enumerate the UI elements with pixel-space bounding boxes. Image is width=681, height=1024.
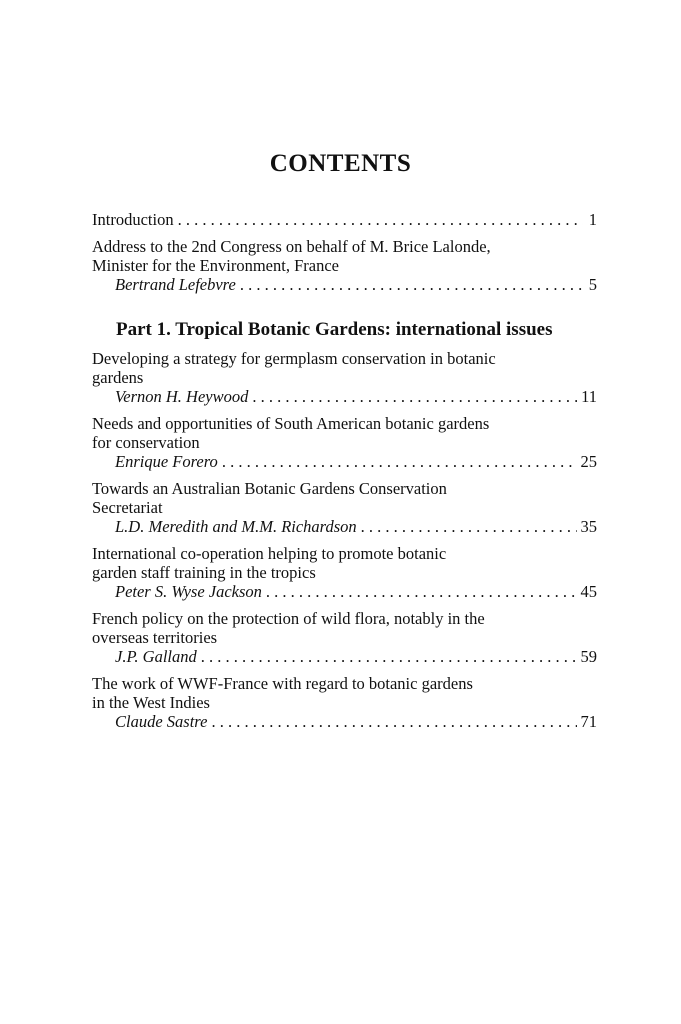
toc-entry-title-line: International co-operation helping to promote botanic <box>92 544 447 563</box>
toc-leader-line <box>92 452 597 471</box>
toc-entry-introduction <box>92 210 597 229</box>
dot-leader <box>211 712 576 731</box>
toc-leader-line <box>92 712 597 731</box>
dot-leader <box>178 210 583 229</box>
page-title: CONTENTS <box>269 150 412 177</box>
toc-leader-line <box>92 387 597 406</box>
toc-page-number: 35 <box>580 517 597 536</box>
toc-page-number: 59 <box>580 647 597 666</box>
toc-entry-title-line: garden staff training in the tropics <box>92 563 316 582</box>
toc-entry-title-line: for conservation <box>92 433 200 452</box>
toc-entry-author: Peter S. Wyse Jackson <box>115 582 262 601</box>
toc-entry-title-line: Secretariat <box>92 498 163 517</box>
toc-entry-title-line: Developing a strategy for germplasm conservation in botanic <box>92 349 496 368</box>
toc-leader-line <box>92 517 597 536</box>
toc-page-number: 11 <box>581 387 597 406</box>
dot-leader <box>252 387 577 406</box>
toc-entry-title: Introduction <box>92 210 174 229</box>
dot-leader <box>266 582 577 601</box>
toc-entry <box>92 674 597 731</box>
toc-entry-author: Vernon H. Heywood <box>115 387 249 406</box>
table-of-contents <box>92 210 597 739</box>
dot-leader <box>361 517 577 536</box>
toc-entry <box>92 544 597 601</box>
dot-leader <box>222 452 577 471</box>
toc-page-number: 71 <box>580 712 597 731</box>
toc-leader-line <box>92 647 597 666</box>
toc-entry-address <box>92 237 597 294</box>
toc-page-number: 5 <box>588 275 597 294</box>
toc-leader-line <box>92 582 597 601</box>
toc-entry-title-line: Needs and opportunities of South American botanic gardens <box>92 414 490 433</box>
toc-page-number: 25 <box>580 452 597 471</box>
toc-entry <box>92 414 597 471</box>
toc-entry-title-line: in the West Indies <box>92 693 210 712</box>
toc-leader-line <box>92 275 597 294</box>
toc-entry-title-line: Towards an Australian Botanic Gardens Conservation <box>92 479 447 498</box>
toc-entry-title-line: Address to the 2nd Congress on behalf of M. Brice Lalonde, <box>92 237 491 256</box>
toc-leader-line <box>92 210 597 229</box>
toc-page-number: 45 <box>580 582 597 601</box>
toc-entry-title-line: gardens <box>92 368 144 387</box>
toc-entry-author: L.D. Meredith and M.M. Richardson <box>115 517 357 536</box>
toc-entry <box>92 479 597 536</box>
toc-entry <box>92 609 597 666</box>
part-heading: Part 1. Tropical Botanic Gardens: international issues <box>116 319 553 340</box>
toc-entry-author: J.P. Galland <box>115 647 197 666</box>
dot-leader <box>240 275 583 294</box>
toc-entry-title-line: overseas territories <box>92 628 218 647</box>
toc-entry-title-line: Minister for the Environment, France <box>92 256 339 275</box>
toc-entry-author: Claude Sastre <box>115 712 208 731</box>
dot-leader <box>201 647 577 666</box>
toc-entry-author: Enrique Forero <box>115 452 218 471</box>
toc-entry-title-line: French policy on the protection of wild flora, notably in the <box>92 609 485 628</box>
toc-entry-title-line: The work of WWF-France with regard to botanic gardens <box>92 674 473 693</box>
toc-entry <box>92 349 597 406</box>
toc-page-number: 1 <box>588 210 597 229</box>
toc-entry-author: Bertrand Lefebvre <box>115 275 236 294</box>
